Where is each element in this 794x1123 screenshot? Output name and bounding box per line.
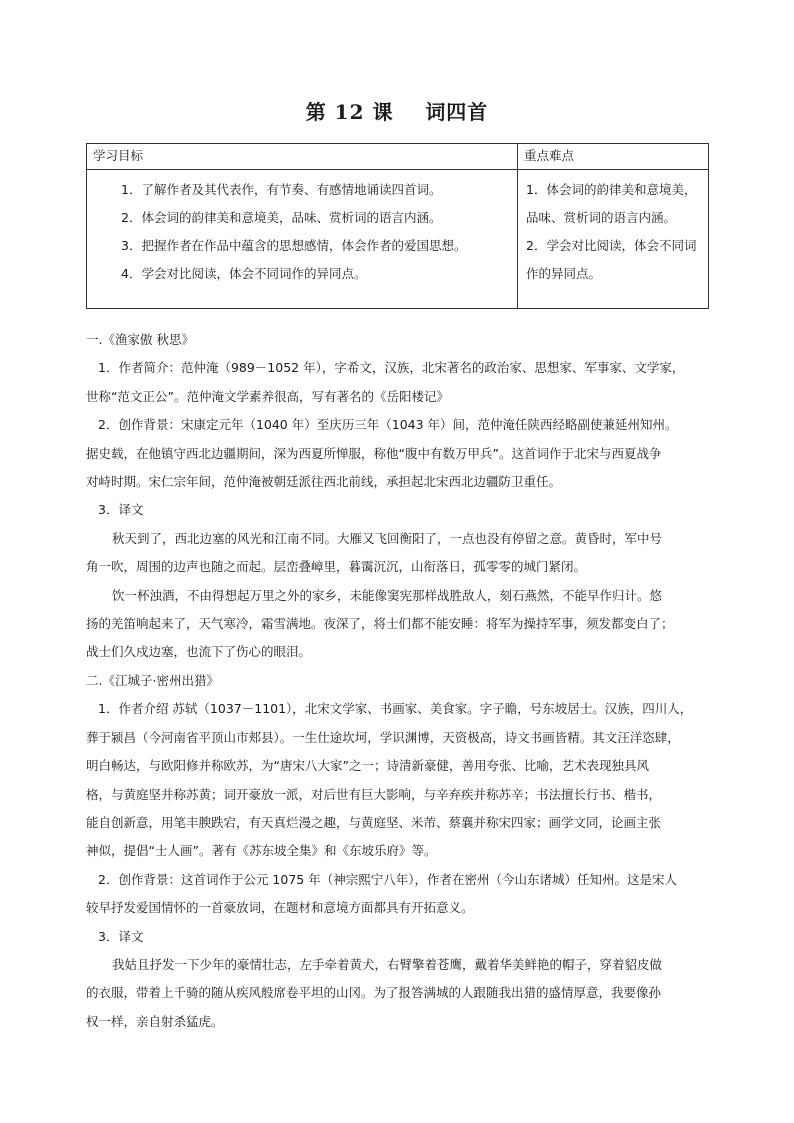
goals-table	[86, 143, 709, 309]
paragraph-line: 据史载，在他镇守西北边疆期间，深为西夏所惮服，称他“腹中有数万甲兵”。这首词作于北宋与西夏战争	[86, 445, 662, 461]
paragraph-line: 世称“范文正公”。范仲淹文学素养很高，写有著名的《岳阳楼记》	[86, 388, 449, 404]
subsection-label: 3．译文	[98, 928, 144, 944]
paragraph-line: 角一吹，周围的边声也随之而起。层峦叠嶂里，暮霭沉沉，山衔落日，孤零零的城门紧闭。	[86, 559, 587, 575]
goal-item: 2．体会词的韵律美和意境美，品味、赏析词的语言内涵。	[121, 210, 442, 225]
paragraph-line: 对峙时期。宋仁宗年间，范仲淹被朝廷派往西北前线，承担起北宋西北边疆防卫重任。	[86, 474, 562, 490]
section-heading: 二.《江城子·密州出猎》	[86, 672, 219, 688]
subsection-label: 3．译文	[98, 502, 144, 518]
key-point-line: 作的异同点。	[526, 266, 602, 281]
header-learning-goals: 学习目标	[87, 144, 518, 170]
paragraph-line: 格，与黄庭坚并称苏黄；词开豪放一派，对后世有巨大影响，与辛弃疾并称苏辛；书法擅长行书、楷书，	[86, 786, 662, 802]
paragraph-line: 明白畅达，与欧阳修并称欧苏，为“唐宋八大家”之一；诗清新豪健，善用夸张、比喻，艺术表现独具风	[86, 758, 649, 774]
paragraph-line: 能自创新意，用笔丰腴跌宕，有天真烂漫之趣，与黄庭坚、米芾、蔡襄并称宋四家；画学文同，论画主张	[86, 814, 662, 830]
lesson-number: 第 12 课	[305, 100, 394, 124]
key-point-line: 1．体会词的韵律美和意境美，	[526, 182, 697, 197]
paragraph-line: 2．创作背景：这首词作于公元 1075 年（神宗熙宁八年），作者在密州（今山东诸城）任知州。这是宋人	[98, 871, 677, 887]
paragraph-line: 战士们久戍边塞，也流下了伤心的眼泪。	[86, 644, 312, 660]
paragraph-line: 1．作者介绍 苏轼（1037－1101），北宋文学家、书画家、美食家。字子瞻，号东坡居士。汉族，四川人，	[98, 701, 693, 717]
key-point-line: 品味、赏析词的语言内涵。	[526, 210, 677, 225]
paragraph-line: 1．作者简介：范仲淹（989－1052 年），字希文，汉族，北宋著名的政治家、思想家、军事家、文学家，	[98, 360, 685, 376]
key-point-line: 2．学会对比阅读，体会不同词	[526, 238, 697, 253]
paragraph-line: 2．创作背景：宋康定元年（1040 年）至庆历三年（1043 年）间，范仲淹任陕西经略副使兼延州知州。	[98, 417, 678, 433]
paragraph-line: 葬于颍昌（今河南省平顶山市郏县）。一生仕途坎坷，学识渊博，天资极高，诗文书画皆精。其文汪洋恣肆，	[86, 729, 680, 745]
paragraph-line: 扬的羌笛响起来了，天气寒冷，霜雪满地。夜深了，将士们都不能安睡：将军为操持军事，须发都变白了；	[86, 616, 674, 632]
paragraph-line: 权一样，亲自射杀猛虎。	[86, 1013, 224, 1029]
paragraph-line: 秋天到了，西北边塞的风光和江南不同。大雁又飞回衡阳了，一点也没有停留之意。黄昏时，军中号	[112, 530, 663, 546]
paragraph-line: 神似，提倡“士人画”。著有《苏东坡全集》和《东坡乐府》等。	[86, 843, 437, 859]
body-text	[86, 326, 710, 1036]
learning-goals-cell	[87, 170, 518, 309]
paragraph-line: 饮一杯浊酒，不由得想起万里之外的家乡，未能像窦宪那样战胜敌人，刻石燕然，不能早作归计。悠	[112, 587, 663, 603]
header-key-points: 重点难点	[518, 144, 709, 170]
page-title	[0, 96, 794, 125]
goal-item: 4．学会对比阅读，体会不同词作的异同点。	[121, 266, 367, 281]
goals-table-header-row	[87, 144, 709, 170]
section-heading: 一.《渔家傲 秋思》	[86, 332, 194, 347]
goals-table-body-row	[87, 170, 709, 309]
key-points-cell	[518, 170, 709, 309]
lesson-title: 词四首	[425, 100, 489, 124]
goal-item: 1．了解作者及其代表作，有节奏、有感情地诵读四首词。	[121, 182, 442, 197]
goal-item: 3．把握作者在作品中蕴含的思想感情，体会作者的爱国思想。	[121, 238, 467, 253]
paragraph-line: 的衣服，带着上千骑的随从疾风般席卷平坦的山冈。为了报答满城的人跟随我出猎的盛情厚意，我要像孙	[86, 985, 662, 1001]
paragraph-line: 较早抒发爱国情怀的一首豪放词，在题材和意境方面都具有开拓意义。	[86, 900, 474, 916]
paragraph-line: 我姑且抒发一下少年的豪情壮志，左手牵着黄犬，右臂擎着苍鹰，戴着华美鲜艳的帽子，穿着貂皮做	[112, 956, 663, 972]
